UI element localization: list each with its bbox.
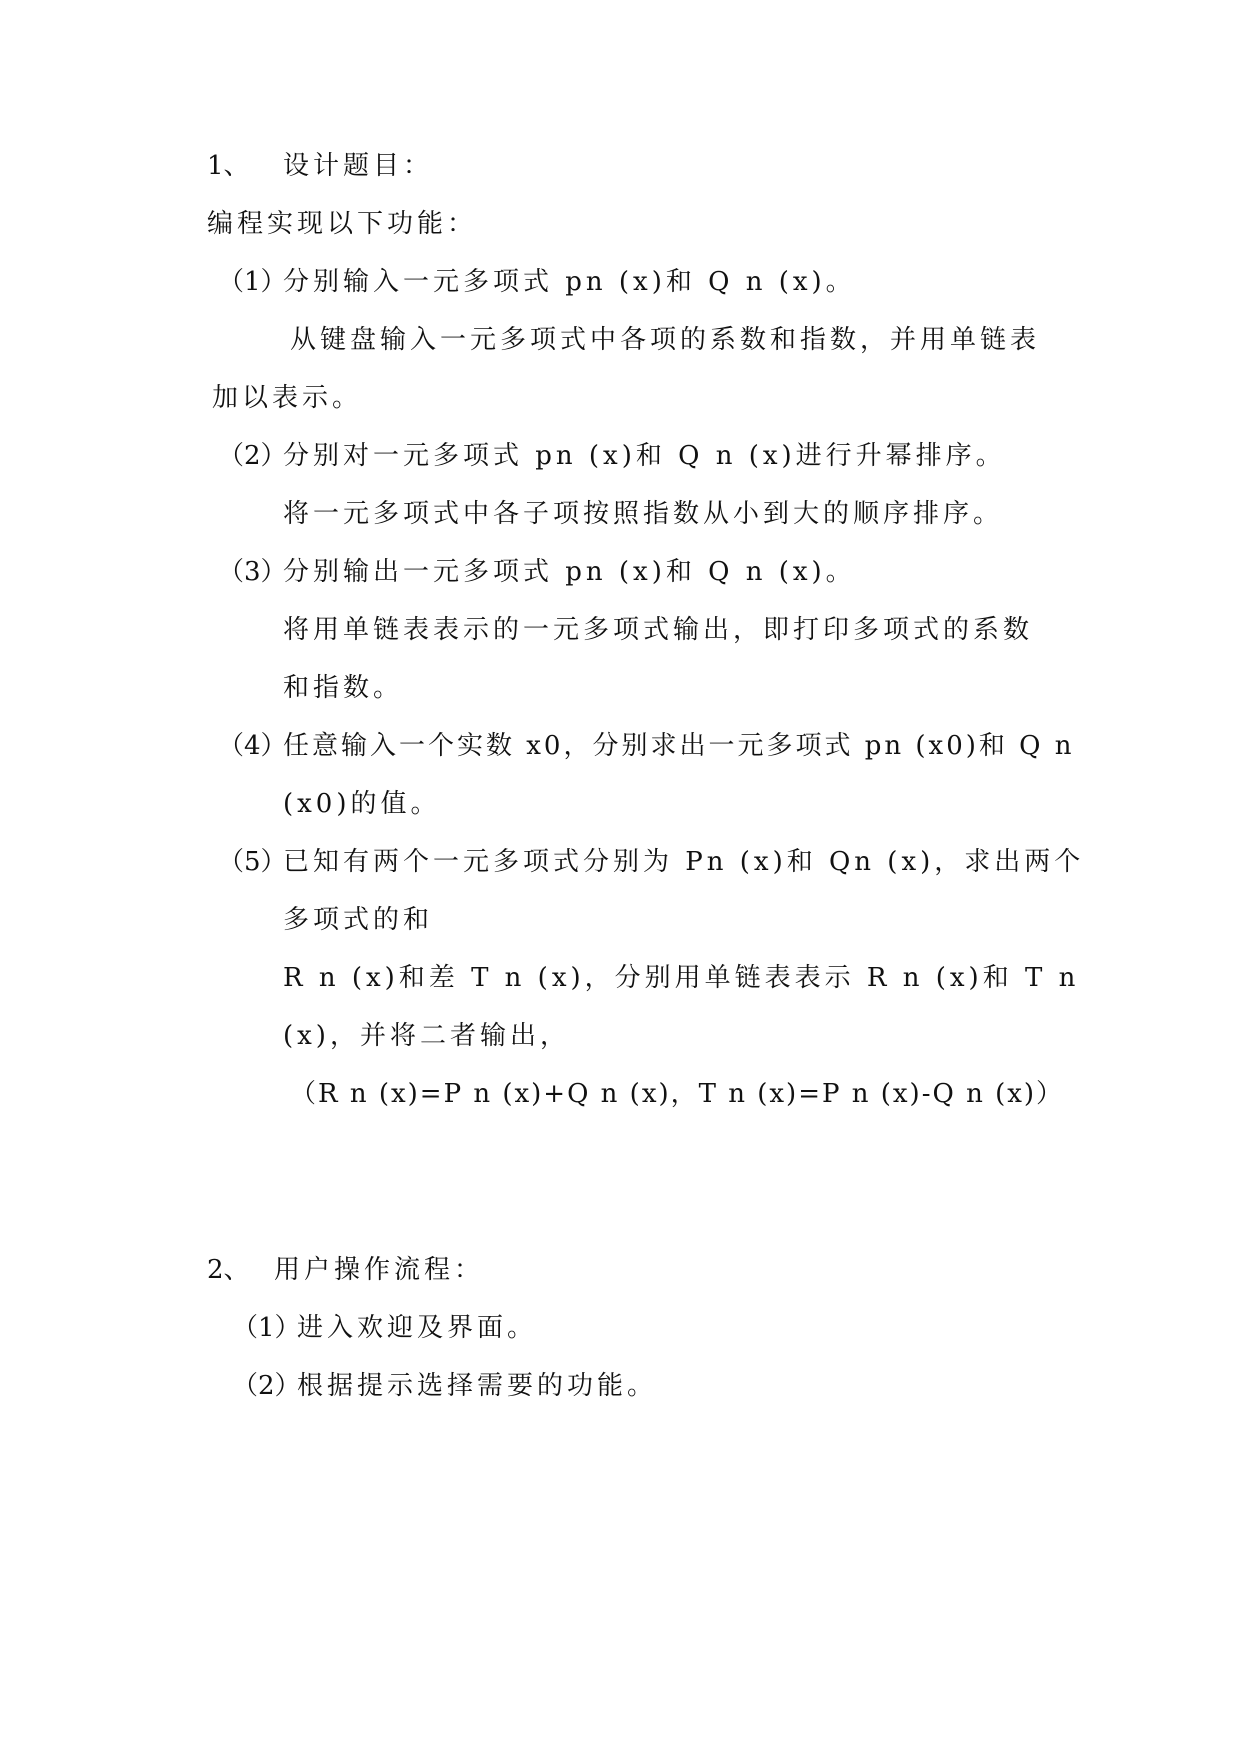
item4-text: 任意输入一个实数 x0，分别求出一元多项式 pn (x0)和 Q n xyxy=(283,731,1075,761)
item2-number: （2） xyxy=(218,441,287,471)
item3-detail-line2: 和指数。 xyxy=(283,673,404,703)
item5-formula: （R n (x)=P n (x)+Q n (x)，T n (x)=P n (x)-Q n (x)） xyxy=(290,1079,1065,1109)
flow-item2-text: 根据提示选择需要的功能。 xyxy=(297,1371,658,1401)
flow-item2-number: （2） xyxy=(232,1371,301,1401)
item4-number: （4） xyxy=(218,731,287,761)
item3-detail-line1: 将用单链表表示的一元多项式输出，即打印多项式的系数 xyxy=(283,615,1034,645)
item1-text: 分别输入一元多项式 pn (x)和 Q n (x)。 xyxy=(283,267,856,297)
section2-number: 2、 xyxy=(207,1255,250,1285)
section1-title: 设计题目： xyxy=(283,151,434,181)
item2-detail: 将一元多项式中各子项按照指数从小到大的顺序排序。 xyxy=(283,499,1004,529)
flow-item1-number: （1） xyxy=(232,1313,301,1343)
item1-number: （1） xyxy=(218,267,287,297)
item4-detail: (x0)的值。 xyxy=(283,789,441,819)
item5-number: （5） xyxy=(218,847,287,877)
item5-detail-line1: 多项式的和 xyxy=(283,905,434,935)
item5-text: 已知有两个一元多项式分别为 Pn (x)和 Qn (x)，求出两个 xyxy=(283,847,1085,877)
section2-title: 用户操作流程： xyxy=(274,1255,485,1285)
flow-item1-text: 进入欢迎及界面。 xyxy=(297,1313,538,1343)
item5-detail-line2: R n (x)和差 T n (x)，分别用单链表表示 R n (x)和 T n xyxy=(283,963,1080,993)
section1-number: 1、 xyxy=(207,151,250,181)
item5-detail-line3: (x)，并将二者输出， xyxy=(283,1021,570,1051)
item3-text: 分别输出一元多项式 pn (x)和 Q n (x)。 xyxy=(283,557,856,587)
section1-intro: 编程实现以下功能： xyxy=(207,209,478,239)
item2-text: 分别对一元多项式 pn (x)和 Q n (x)进行升幂排序。 xyxy=(283,441,1006,471)
item1-detail-line1: 从键盘输入一元多项式中各项的系数和指数，并用单链表 xyxy=(290,325,1041,355)
item1-detail-line2: 加以表示。 xyxy=(212,383,363,413)
item3-number: （3） xyxy=(218,557,287,587)
